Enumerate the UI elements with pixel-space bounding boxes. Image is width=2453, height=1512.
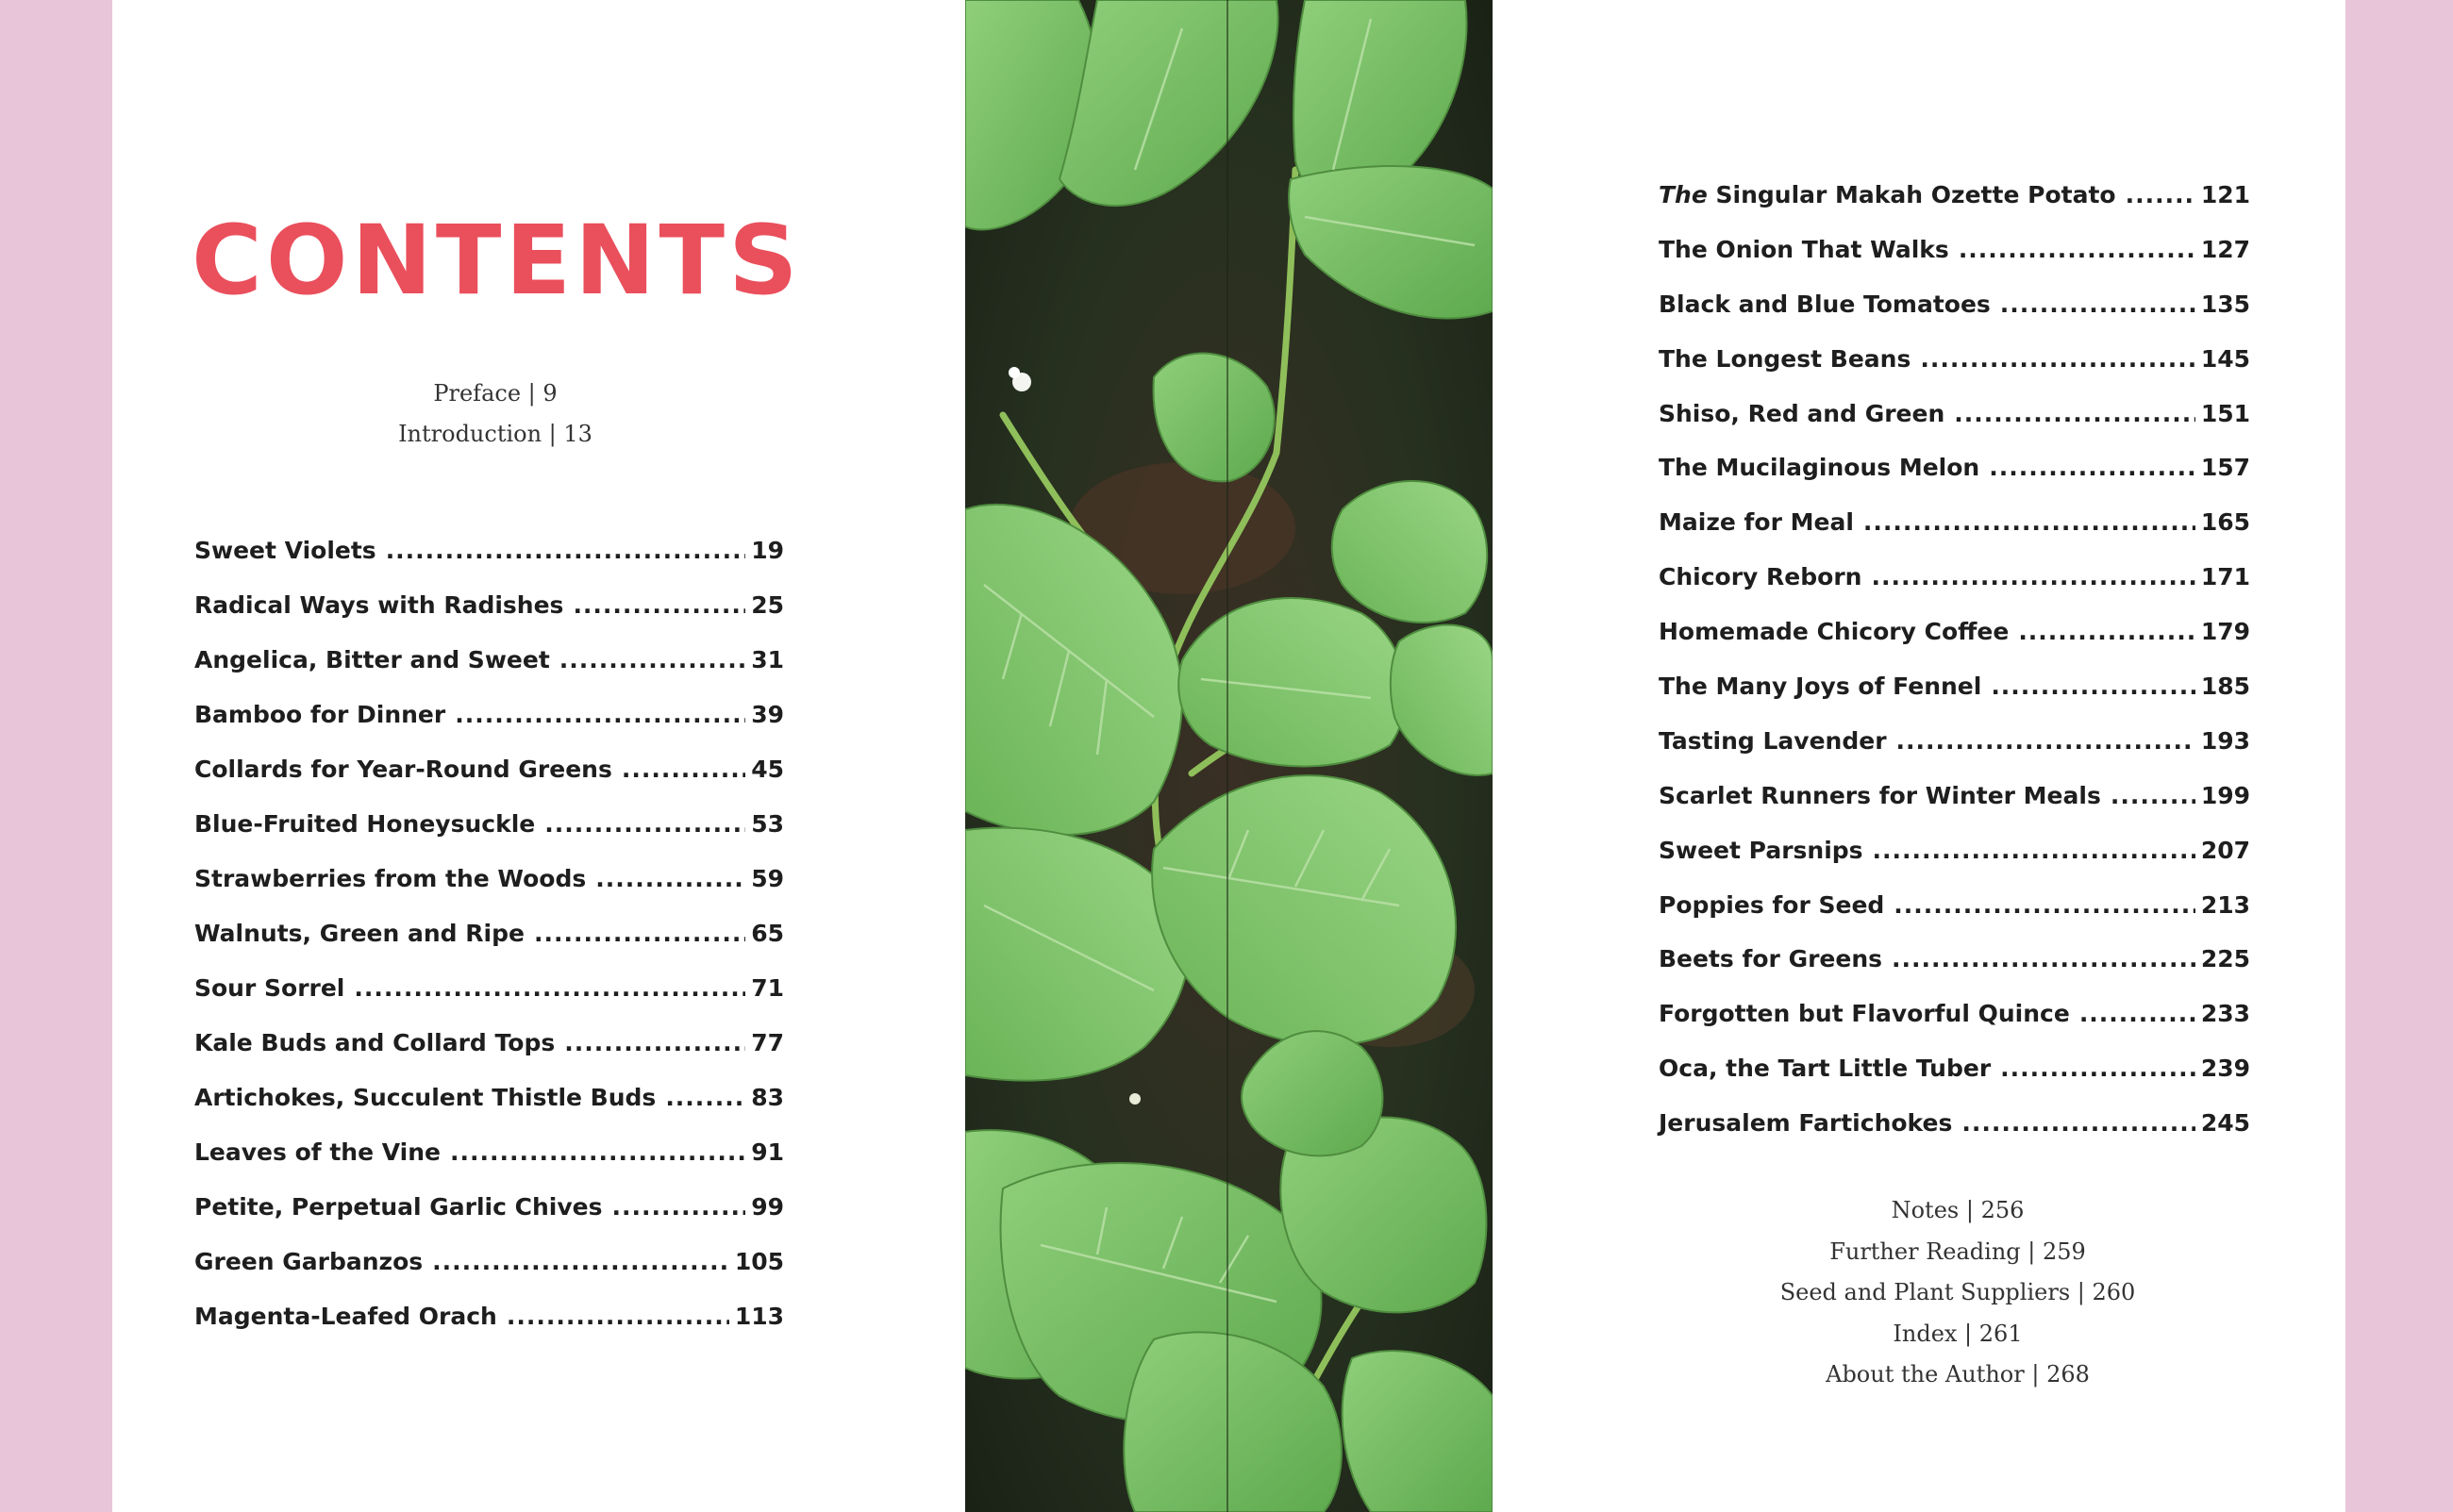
toc-left-column — [194, 532, 784, 1353]
dot-leader — [534, 915, 745, 953]
toc-entry[interactable] — [1659, 668, 2250, 723]
back-matter-item[interactable]: Index | 261 — [1893, 1320, 2023, 1347]
toc-entry-title-rest: Singular Makah Ozette Potato — [1707, 181, 2116, 208]
dot-leader — [595, 860, 745, 898]
dot-leader — [559, 641, 745, 679]
dot-leader — [2111, 777, 2195, 815]
toc-entry-page: 185 — [2200, 673, 2250, 701]
toc-entry-page: 213 — [2200, 890, 2250, 919]
front-matter-item[interactable]: Preface | 9 — [433, 380, 558, 407]
dot-leader — [1871, 558, 2194, 596]
dot-leader — [1896, 723, 2195, 760]
toc-entry-title: The Longest Beans — [1659, 344, 1911, 373]
dot-leader — [622, 751, 745, 789]
front-matter-item[interactable]: Introduction | 13 — [398, 421, 592, 447]
toc-entry[interactable] — [1659, 613, 2250, 668]
dot-leader — [2018, 613, 2195, 651]
toc-entry-title: Sweet Violets — [194, 537, 376, 564]
toc-entry[interactable] — [1659, 176, 2250, 231]
toc-entry-title: Leaves of the Vine — [194, 1138, 441, 1166]
toc-entry-page: 165 — [2200, 508, 2250, 537]
toc-entry[interactable] — [1659, 1105, 2250, 1159]
toc-entry-page: 225 — [2200, 945, 2250, 973]
dot-leader — [1991, 668, 2195, 706]
toc-entry[interactable] — [1659, 341, 2250, 395]
dot-leader — [2079, 995, 2195, 1033]
toc-entry-title: Walnuts, Green and Ripe — [194, 920, 525, 947]
toc-entry-page: 157 — [2200, 454, 2250, 482]
dot-leader — [2000, 1050, 2195, 1088]
toc-entry[interactable] — [1659, 449, 2250, 504]
toc-entry-page: 71 — [751, 974, 784, 1002]
toc-entry[interactable] — [194, 1079, 784, 1134]
toc-entry-title: The Mucilaginous Melon — [1659, 454, 1980, 482]
front-matter-list — [302, 374, 689, 455]
toc-entry[interactable] — [194, 806, 784, 860]
dot-leader — [1961, 1105, 2194, 1142]
toc-entry-page: 145 — [2200, 344, 2250, 373]
toc-entry-title: Strawberries from the Woods — [194, 865, 587, 892]
back-matter-item[interactable]: About the Author | 268 — [1826, 1361, 2090, 1387]
toc-entry-title: Petite, Perpetual Garlic Chives — [194, 1193, 603, 1221]
toc-entry-page: 193 — [2200, 726, 2250, 755]
dot-leader — [564, 1024, 745, 1062]
toc-entry-title: Collards for Year-Round Greens — [194, 756, 612, 783]
dot-leader — [544, 806, 745, 843]
toc-entry-title: Jerusalem Fartichokes — [1659, 1109, 1953, 1138]
toc-entry-title: Angelica, Bitter and Sweet — [194, 646, 550, 673]
toc-entry-page: 207 — [2200, 836, 2250, 864]
toc-entry-title: Poppies for Seed — [1659, 890, 1885, 919]
toc-entry-title: Chicory Reborn — [1659, 563, 1862, 591]
right-edge-band — [2345, 0, 2453, 1512]
dot-leader — [1892, 940, 2195, 978]
toc-entry[interactable] — [194, 1243, 784, 1298]
toc-entry-title: Maize for Meal — [1659, 508, 1854, 537]
toc-entry-page: 99 — [751, 1193, 784, 1221]
toc-entry-page: 113 — [734, 1303, 784, 1330]
dot-leader — [450, 1134, 745, 1171]
toc-entry-page: 171 — [2200, 563, 2250, 591]
toc-entry-page: 135 — [2200, 290, 2250, 318]
toc-entry-title: Tasting Lavender — [1659, 726, 1887, 755]
toc-entry[interactable] — [1659, 887, 2250, 941]
toc-entry-title: The Many Joys of Fennel — [1659, 673, 1982, 701]
toc-entry[interactable] — [194, 1188, 784, 1243]
toc-entry-page: 199 — [2200, 781, 2250, 809]
dot-leader — [611, 1188, 745, 1226]
strawberry-leaves-photo — [965, 0, 1493, 1512]
toc-entry-title: The Onion That Walks — [1659, 235, 1949, 263]
dot-leader — [1920, 341, 2194, 378]
back-matter-item[interactable]: Seed and Plant Suppliers | 260 — [1779, 1279, 2136, 1305]
toc-entry[interactable] — [1659, 558, 2250, 613]
contents-title: CONTENTS — [192, 205, 802, 317]
toc-entry-page: 59 — [751, 865, 784, 892]
toc-entry-page: 245 — [2200, 1109, 2250, 1138]
toc-entry-page: 233 — [2200, 1000, 2250, 1028]
dot-leader — [1959, 231, 2195, 269]
toc-entry-page: 65 — [751, 920, 784, 947]
toc-entry-page: 239 — [2200, 1055, 2250, 1083]
dot-leader — [1863, 504, 2195, 541]
toc-entry[interactable] — [1659, 1050, 2250, 1105]
toc-entry-title: Shiso, Red and Green — [1659, 399, 1945, 427]
toc-entry-title: Magenta-Leafed Orach — [194, 1303, 497, 1330]
toc-entry[interactable] — [1659, 777, 2250, 832]
toc-entry-page: 151 — [2200, 399, 2250, 427]
toc-entry-page: 179 — [2200, 618, 2250, 646]
toc-right-column — [1659, 176, 2250, 1159]
toc-entry-title: Scarlet Runners for Winter Meals — [1659, 781, 2101, 809]
dot-leader — [1989, 449, 2195, 487]
toc-entry-title: Green Garbanzos — [194, 1248, 424, 1275]
toc-entry[interactable] — [194, 751, 784, 806]
toc-entry-title: Kale Buds and Collard Tops — [194, 1029, 556, 1056]
toc-entry[interactable] — [1659, 995, 2250, 1050]
toc-entry[interactable] — [194, 1024, 784, 1079]
toc-entry-page: 77 — [751, 1029, 784, 1056]
left-edge-band — [0, 0, 112, 1512]
toc-entry-page: 19 — [751, 537, 784, 564]
dot-leader — [2000, 286, 2195, 324]
back-matter-list — [1722, 1190, 2194, 1396]
toc-entry[interactable] — [194, 587, 784, 641]
back-matter-item[interactable]: Further Reading | 259 — [1829, 1238, 2086, 1265]
toc-entry-title: Blue-Fruited Honeysuckle — [194, 810, 536, 838]
toc-entry-title: Oca, the Tart Little Tuber — [1659, 1055, 1992, 1083]
toc-entry[interactable] — [1659, 395, 2250, 450]
toc-entry[interactable] — [194, 1134, 784, 1188]
toc-entry[interactable] — [1659, 231, 2250, 286]
toc-entry-title: Homemade Chicory Coffee — [1659, 618, 2010, 646]
toc-entry[interactable] — [1659, 832, 2250, 887]
toc-entry-page: 121 — [2200, 181, 2250, 208]
toc-entry[interactable] — [1659, 723, 2250, 777]
toc-entry-page: 105 — [734, 1248, 784, 1275]
toc-entry-title: Bamboo for Dinner — [194, 701, 446, 728]
toc-entry[interactable] — [1659, 286, 2250, 341]
toc-entry-page: 45 — [751, 756, 784, 783]
toc-entry-page: 53 — [751, 810, 784, 838]
toc-entry-title: Forgotten but Flavorful Quince — [1659, 1000, 2070, 1028]
dot-leader — [2126, 176, 2195, 214]
toc-entry[interactable] — [194, 532, 784, 587]
toc-entry[interactable] — [1659, 940, 2250, 995]
back-matter-item[interactable]: Notes | 256 — [1891, 1197, 2025, 1223]
toc-entry-title: Sour Sorrel — [194, 974, 345, 1002]
dot-leader — [573, 587, 745, 624]
dot-leader — [432, 1243, 729, 1281]
toc-entry[interactable] — [194, 915, 784, 970]
toc-entry[interactable] — [194, 641, 784, 696]
dot-leader — [455, 696, 745, 734]
toc-entry[interactable] — [194, 970, 784, 1024]
toc-entry-title: Sweet Parsnips — [1659, 836, 1863, 864]
toc-entry-page: 31 — [751, 646, 784, 673]
toc-entry-title: Beets for Greens — [1659, 945, 1883, 973]
toc-entry[interactable] — [194, 696, 784, 751]
toc-entry-page: 83 — [751, 1084, 784, 1111]
toc-entry-page: 25 — [751, 591, 784, 619]
dot-leader — [1954, 395, 2195, 433]
toc-entry-title: Artichokes, Succulent Thistle Buds — [194, 1084, 657, 1111]
toc-entry-page: 91 — [751, 1138, 784, 1166]
toc-entry-page: 127 — [2200, 235, 2250, 263]
dot-leader — [386, 532, 746, 570]
toc-entry-title-italic: The — [1659, 181, 1708, 208]
toc-entry-page: 39 — [751, 701, 784, 728]
dot-leader — [665, 1079, 745, 1117]
toc-entry[interactable] — [1659, 504, 2250, 558]
dot-leader — [1894, 887, 2195, 924]
toc-entry-title — [1659, 176, 2116, 214]
toc-entry-title: Radical Ways with Radishes — [194, 591, 564, 619]
dot-leader — [1873, 832, 2195, 870]
dot-leader — [507, 1298, 729, 1336]
dot-leader — [354, 970, 745, 1007]
toc-entry-title: Black and Blue Tomatoes — [1659, 290, 1991, 318]
photo-art — [965, 0, 1493, 1512]
toc-entry[interactable] — [194, 860, 784, 915]
toc-entry[interactable] — [194, 1298, 784, 1353]
